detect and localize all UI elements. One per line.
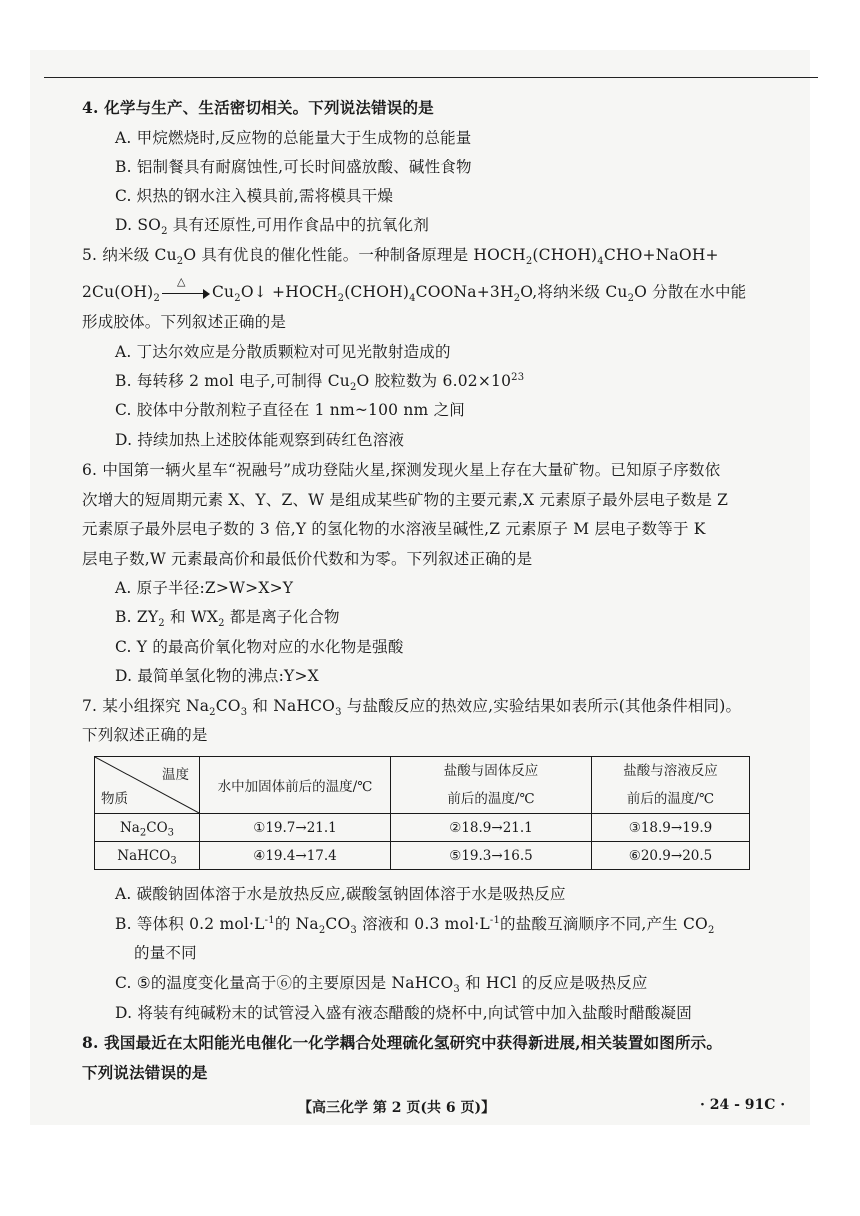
q5-option-c: C. 胶体中分散剂粒子直径在 1 nm~100 nm 之间	[115, 401, 465, 419]
page-footer-code: · 24 - 91C ·	[700, 1097, 786, 1113]
table-cell: ④19.4→17.4	[200, 842, 391, 870]
table-cell: ⑥20.9→20.5	[592, 842, 750, 870]
reaction-arrow-icon: △	[162, 287, 210, 299]
header-rule	[44, 77, 818, 78]
q8-stem-line1: 8. 我国最近在太阳能光电催化一化学耦合处理硫化氢研究中获得新进展,相关装置如图所示。	[82, 1033, 723, 1052]
temperature-table	[94, 756, 750, 870]
table-corner-cell	[95, 757, 200, 814]
table-row	[95, 842, 750, 870]
table-cell: ①19.7→21.1	[200, 814, 391, 842]
q6-stem-line4: 层电子数,W 元素最高价和最低价代数和为零。下列叙述正确的是	[82, 550, 533, 568]
table-row	[95, 814, 750, 842]
q6-option-a: A. 原子半径:Z>W>X>Y	[115, 579, 294, 597]
q7-option-b: B. 等体积 0.2 $mol\cdot L^{-1}$的 $Na_2CO_3$ 溶液和 0.3 $mol\cdot L^{-1}$的盐酸互滴顺序不同,产生 $CO_2$	[115, 914, 715, 937]
col-header-acid-solid: 盐酸与固体反应 前后的温度/℃	[391, 757, 592, 814]
table-cell: ⑤19.3→16.5	[391, 842, 592, 870]
q4-option-b: B. 铝制餐具有耐腐蚀性,可长时间盛放酸、碱性食物	[115, 158, 472, 176]
q6-stem-line2: 次增大的短周期元素 X、Y、Z、W 是组成某些矿物的主要元素,X 元素原子最外层电子数是 Z	[82, 491, 729, 509]
q5-option-d: D. 持续加热上述胶体能观察到砖红色溶液	[115, 431, 405, 449]
q7-option-b-continued: 的量不同	[134, 944, 197, 962]
q6-option-b: B. $ZY_2$ 和 $WX_2$ 都是离子化合物	[115, 608, 340, 630]
q4-stem: 4. 化学与生产、生活密切相关。下列说法错误的是	[82, 98, 434, 117]
q5-option-a: A. 丁达尔效应是分散质颗粒对可见光散射造成的	[115, 343, 451, 361]
q7-option-d: D. 将装有纯碱粉末的试管浸入盛有液态醋酸的烧杯中,向试管中加入盐酸时醋酸凝固	[115, 1004, 692, 1022]
q5-option-b: B. 每转移 2 mol 电子,可制得 $Cu_2O$ 胶粒数为 $6.02\times 10^{23}$	[115, 371, 525, 394]
q6-option-d: D. 最简单氢化物的沸点:Y>X	[115, 667, 319, 685]
corner-label-substance: 物质	[101, 791, 128, 807]
q8-stem-line2: 下列说法错误的是	[82, 1063, 208, 1082]
q7-option-c: C. ⑤的温度变化量高于⑥的主要原因是 NaHCO$_3$ 和 HCl 的反应是吸热反应	[115, 974, 648, 996]
q5-stem-line3: 形成胶体。下列叙述正确的是	[82, 313, 287, 331]
q4-option-c: C. 炽热的钢水注入模具前,需将模具干燥	[115, 187, 394, 205]
q6-stem-line3: 元素原子最外层电子数的 3 倍,Y 的氢化物的水溶液呈碱性,Z 元素原子 M 层电子数等于 K	[82, 520, 706, 538]
page-footer-center: 【高三化学 第 2 页(共 6 页)】	[298, 1100, 496, 1116]
row-label-na2co3: $Na_2CO_3$	[95, 814, 200, 842]
q7-stem-line2: 下列叙述正确的是	[82, 726, 208, 744]
corner-label-temperature: 温度	[162, 767, 189, 783]
col-header-water: 水中加固体前后的温度/℃	[200, 757, 391, 814]
q7-option-a: A. 碳酸钠固体溶于水是放热反应,碳酸氢钠固体溶于水是吸热反应	[115, 885, 566, 903]
q5-stem-line2: $2Cu(OH)_2$ △ $Cu_2O↓$ $+HOCH_2(CHOH)_4COONa+3H_2O$,将纳米级 $Cu_2O$ 分散在水中能	[82, 275, 747, 305]
q4-option-d: D. $SO_2$ 具有还原性,可用作食品中的抗氧化剂	[115, 216, 430, 238]
q5-stem-line1: 5. 纳米级 $Cu_2O$ 具有优良的催化性能。一种制备原理是 $HOCH_2(CHOH)_4CHO+NaOH+$	[82, 246, 719, 268]
col-header-acid-solution: 盐酸与溶液反应 前后的温度/℃	[592, 757, 750, 814]
q6-stem-line1: 6. 中国第一辆火星车“祝融号”成功登陆火星,探测发现火星上存在大量矿物。已知原子序数依	[82, 461, 721, 479]
q4-option-a: A. 甲烷燃烧时,反应物的总能量大于生成物的总能量	[115, 129, 472, 147]
table-cell: ③18.9→19.9	[592, 814, 750, 842]
q6-option-c: C. Y 的最高价氧化物对应的水化物是强酸	[115, 638, 404, 656]
row-label-nahco3: NaHCO$_3$	[95, 842, 200, 870]
table-cell: ②18.9→21.1	[391, 814, 592, 842]
q7-stem-line1: 7. 某小组探究 $Na_2CO_3$ 和 NaHCO$_3$ 与盐酸反应的热效应,实验结果如表所示(其他条件相同)。	[82, 697, 742, 719]
